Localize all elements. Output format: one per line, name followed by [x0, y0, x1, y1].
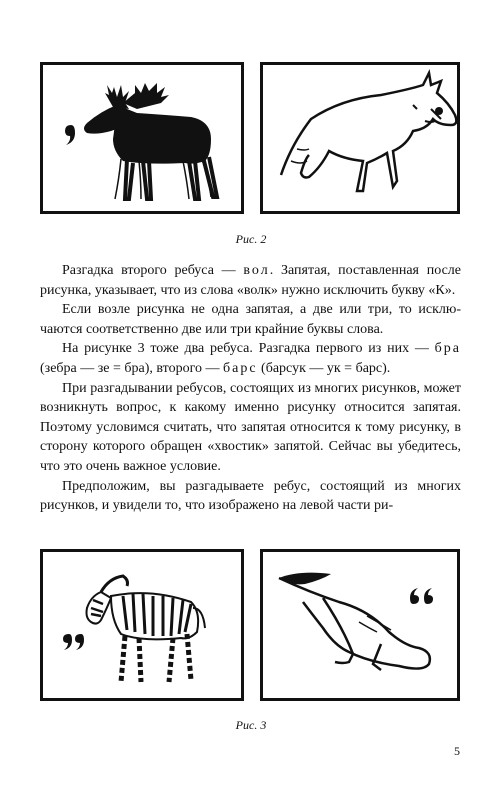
- zebra-picture: [40, 549, 244, 701]
- paragraph-2: Если возле рисунка не одна запятая, а две или три, то исключаются соответственно две или три крайние буквы слова.: [40, 302, 461, 337]
- body-text: [40, 261, 461, 516]
- moose-icon: [43, 65, 241, 211]
- paragraph-5: Предположим, вы разгадываете ребус, состоящий из многих рисунков, и увидели то, что изображено на левой части ри-: [40, 478, 461, 514]
- badger-picture: [260, 549, 460, 701]
- badger-icon: [263, 552, 457, 698]
- figure-2-caption: Рис. 2: [235, 232, 267, 246]
- zebra-icon: [43, 552, 241, 698]
- wolf-picture: [260, 62, 460, 214]
- wolf-icon: [263, 65, 457, 211]
- paragraph-3: На рисунке 3 тоже два ребуса. Разгадка первого из них — бра (зебра — зе = бра), второго — барс (барсук — ук = барс).: [40, 341, 461, 376]
- figure-3-caption: Рис. 3: [235, 718, 267, 732]
- page-number: 5: [454, 744, 460, 758]
- paragraph-1: Разгадка второго ребуса — вол. Запятая, поставленная после рисунка, указывает, что из слова «волк» нужно исключить букву «К».: [40, 263, 461, 298]
- moose-picture: [40, 62, 244, 214]
- paragraph-4: При разгадывании ребусов, состоящих из многих рисунков, может возникнуть вопрос, к какому именно рисунку относится запятая. Поэтому условимся считать, что запятая относится к тому рисунку, в сторону которого обращен «хвостик» запятой. Сейчас вы убедитесь, что это очень важное условие.: [40, 380, 461, 474]
